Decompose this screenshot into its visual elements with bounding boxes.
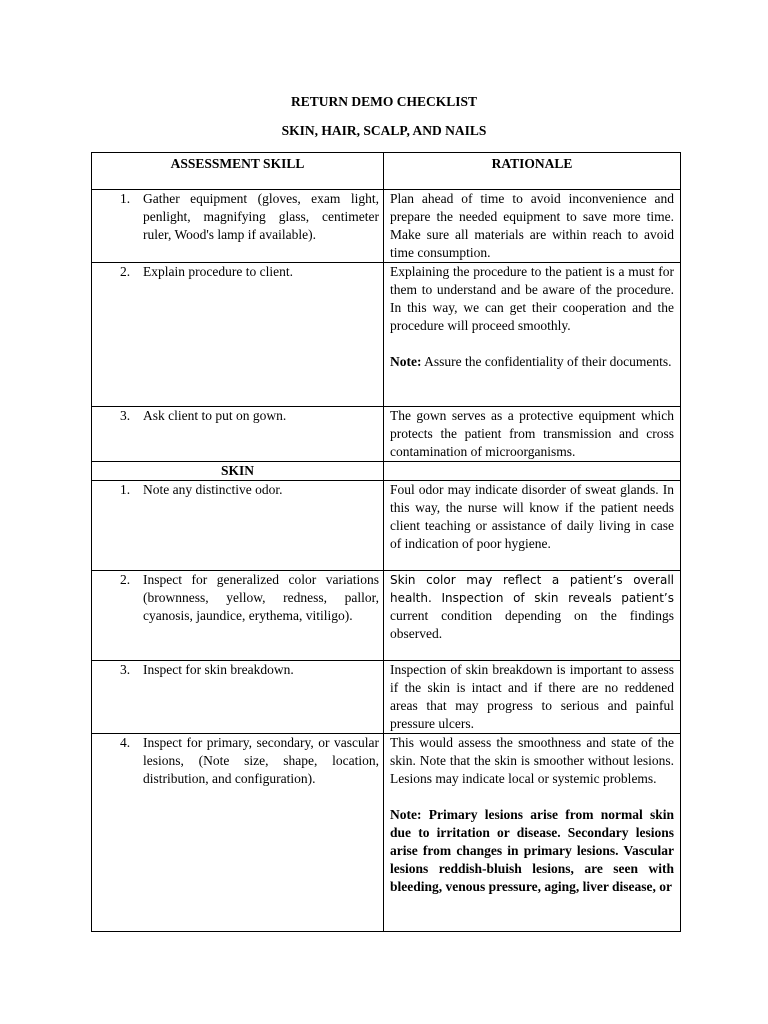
skill-text: Inspect for primary, secondary, or vascular lesions, (Note size, shape, location, distribution, and configuration). [143,735,379,786]
rationale-text: Inspection of skin breakdown is important to assess if the skin is intact and if there are no reddened areas that may progress to serious and painful pressure ulcers. [390,662,674,731]
skill-cell [92,263,384,407]
section-row-skin [92,462,681,481]
table-header-row [92,153,681,190]
note-label: Note: [390,354,422,369]
skill-text: Gather equipment (gloves, exam light, penlight, magnifying glass, centimeter ruler, Wood's lamp if available). [143,191,379,242]
column-header-skill: ASSESSMENT SKILL [92,153,384,190]
table-row [92,407,681,462]
rationale-cell [384,734,681,932]
section-empty-cell [384,462,681,481]
table-row [92,263,681,407]
table-row [92,661,681,734]
skill-cell [92,190,384,263]
table-row [92,571,681,661]
skill-cell [92,481,384,571]
skill-text: Ask client to put on gown. [143,408,287,423]
rationale-text [390,571,674,643]
rationale-text-sans: Skin color may reflect a patient’s overall health. Inspection of skin reveals patient’s [390,573,674,605]
skill-text: Inspect for skin breakdown. [143,662,294,677]
table-row [92,481,681,571]
column-header-rationale: RATIONALE [384,153,681,190]
item-number: 1. [120,191,131,206]
skill-cell [92,407,384,462]
rationale-text: Explaining the procedure to the patient is a must for them to understand and be aware of the procedure. In this way, we can get their cooperation and the procedure will proceed smoothly. [390,264,674,333]
rationale-text: This would assess the smoothness and state of the skin. Note that the skin is smoother without lesions. Lesions may indicate local or systemic problems. [390,735,674,786]
rationale-text: The gown serves as a protective equipment which protects the patient from transmission and cross contamination of microorganisms. [390,408,674,459]
item-number: 3. [120,408,131,423]
skill-cell [92,571,384,661]
skill-text: Note any distinctive odor. [143,482,283,497]
rationale-cell [384,481,681,571]
rationale-note [390,353,674,371]
item-number: 2. [120,572,131,587]
rationale-text-serif: current condition depending on the findings observed. [390,608,674,641]
item-number: 1. [120,482,131,497]
note-text: Assure the confidentiality of their documents. [421,354,672,369]
item-number: 4. [120,735,131,750]
rationale-cell [384,407,681,462]
document-subtitle: SKIN, HAIR, SCALP, AND NAILS [281,123,487,138]
skill-text: Inspect for generalized color variations (brownness, yellow, redness, pallor, cyanosis, jaundice, erythema, vitiligo). [143,572,379,623]
document-title: RETURN DEMO CHECKLIST [290,94,478,109]
rationale-cell [384,190,681,263]
rationale-text: Foul odor may indicate disorder of sweat glands. In this way, the nurse will know if the patient needs client teaching or assistance of daily living in case of indication of poor hygiene. [390,482,674,551]
rationale-cell [384,263,681,407]
skill-text: Explain procedure to client. [143,264,293,279]
skill-cell [92,661,384,734]
table-row [92,190,681,263]
skill-cell [92,734,384,932]
rationale-cell [384,571,681,661]
item-number: 3. [120,662,131,677]
section-title: SKIN [92,462,384,481]
item-number: 2. [120,264,131,279]
rationale-text: Plan ahead of time to avoid inconvenience and prepare the needed equipment to save more time. Make sure all materials are within reach to avoid time consumption. [390,191,674,260]
rationale-cell [384,661,681,734]
rationale-note: Note: Primary lesions arise from normal skin due to irritation or disease. Secondary lesions arise from changes in primary lesions. Vascular lesions reddish-bluish lesions, are seen with bleeding, venous pressure, aging, liver disease, or [390,807,674,894]
table-row [92,734,681,932]
checklist-table [91,152,681,932]
